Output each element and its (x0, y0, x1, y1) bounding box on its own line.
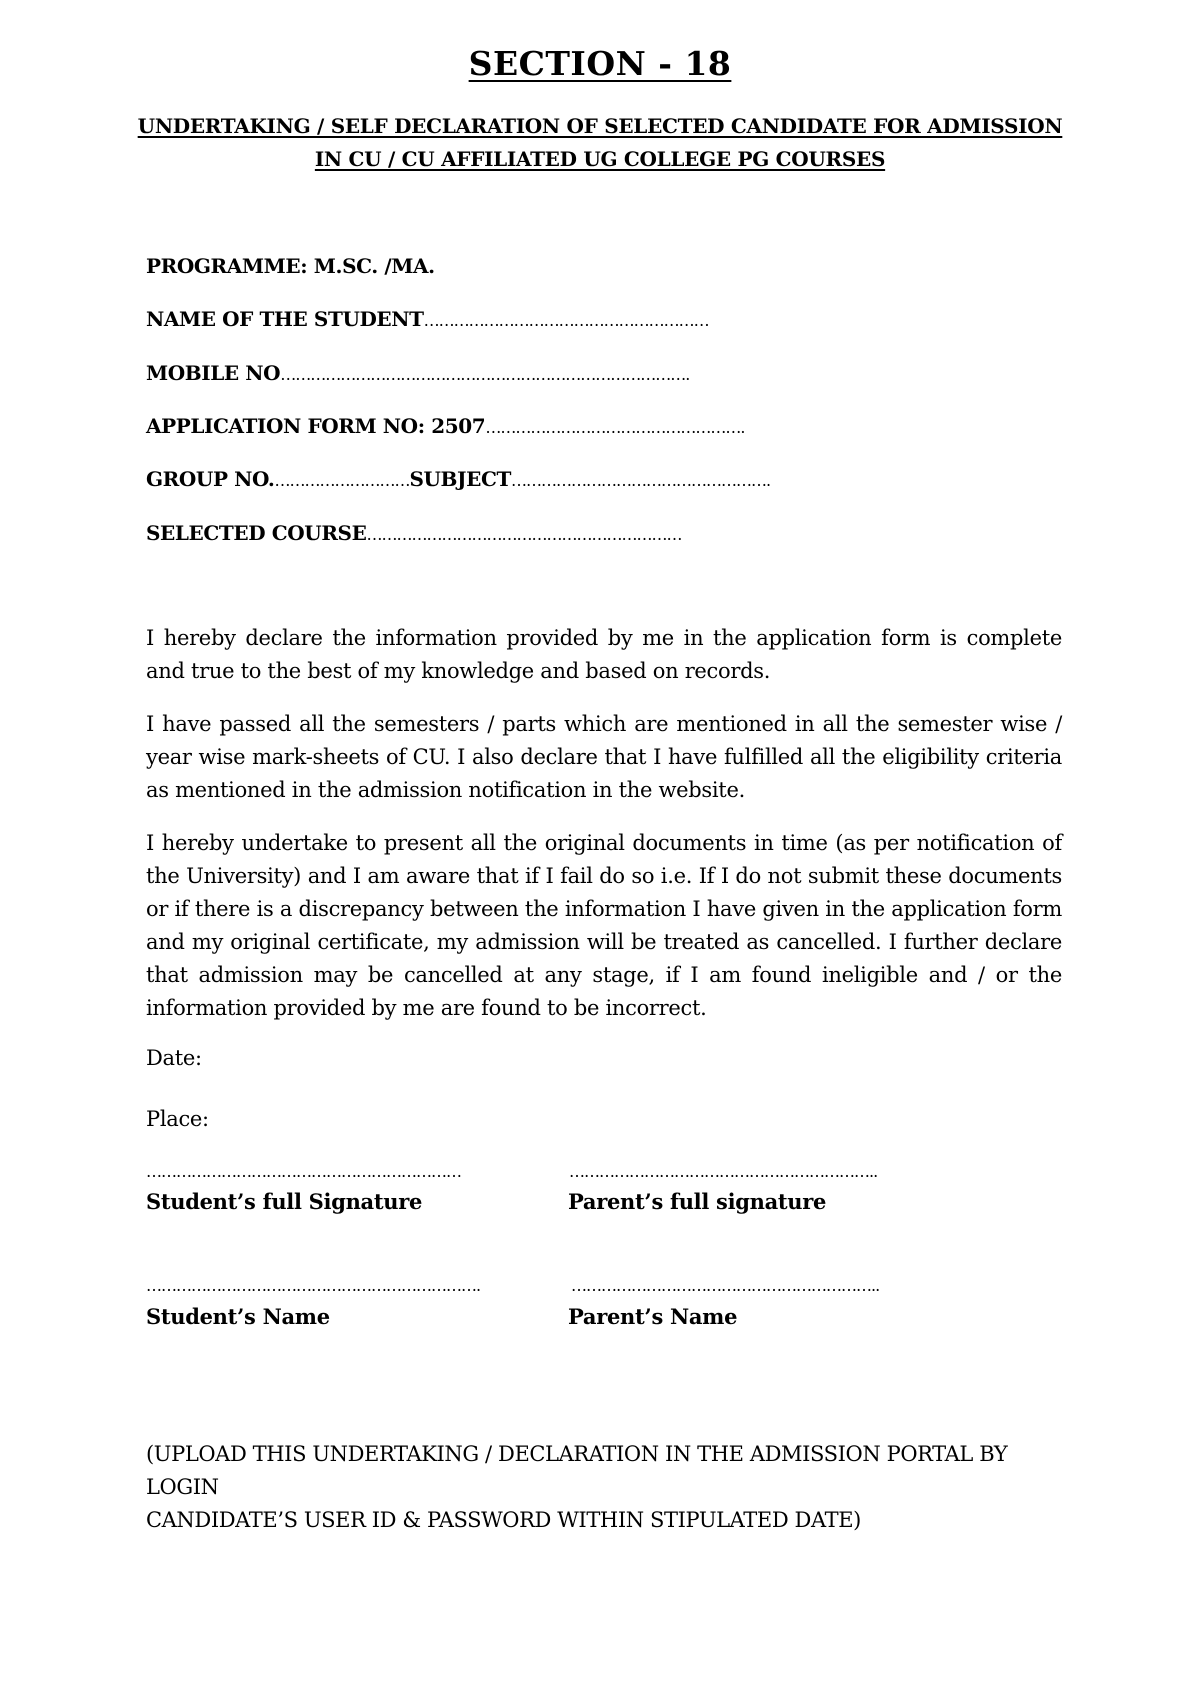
declaration-paragraph-2: I have passed all the semesters / parts which are mentioned in all the semester wise / year wise mark-sheets of CU. I also declare that I have fulfilled all the eligibility criteria as mentioned in the admission notification in the website. (146, 712, 1062, 802)
application-form-label: APPLICATION FORM NO: 2507 (146, 414, 486, 438)
selected-course-dots: ……………………………………………………… (366, 525, 682, 544)
student-signature-label: Student’s full Signature (146, 1189, 423, 1214)
upload-instruction-line-1: (UPLOAD THIS UNDERTAKING / DECLARATION IN THE ADMISSION PORTAL BY LOGIN (146, 1442, 1008, 1499)
place-label: Place: (146, 1107, 209, 1131)
subject-dots: ……………………………………………. (510, 471, 771, 490)
date-label: Date: (146, 1046, 202, 1070)
declaration-paragraph-1: I hereby declare the information provided by me in the application form is complete and true to the best of my knowledge and based on records. (146, 626, 1062, 683)
mobile-label: MOBILE NO (146, 361, 281, 385)
parent-name-line: …………………………………………………….. (571, 1276, 880, 1295)
upload-instruction-line-2: CANDIDATE’S USER ID & PASSWORD WITHIN STIPULATED DATE) (146, 1508, 861, 1532)
selected-course-field (146, 521, 681, 545)
selected-course-label: SELECTED COURSE (146, 521, 367, 545)
subtitle-line-2: IN CU / CU AFFILIATED UG COLLEGE PG COURSES (314, 147, 886, 171)
student-name-label: NAME OF THE STUDENT (146, 307, 424, 331)
group-label: GROUP NO. (146, 467, 275, 491)
upload-instruction (146, 1438, 1076, 1537)
subject-label: SUBJECT (409, 467, 511, 491)
student-name-field (146, 307, 709, 331)
section-title: SECTION - 18 (468, 44, 732, 83)
parent-signature-label: Parent’s full signature (568, 1189, 827, 1214)
programme-field: PROGRAMME: M.SC. /MA. (146, 254, 435, 278)
application-form-field (146, 414, 744, 438)
subtitle-line-1: UNDERTAKING / SELF DECLARATION OF SELECTED CANDIDATE FOR ADMISSION (137, 114, 1063, 138)
declaration-paragraph-3: I hereby undertake to present all the original documents in time (as per notification of the University) and I am aware that if I fail do so i.e. If I do not submit these documents or if there is a discrepancy between the information I have given in the application form and my original certificate, my admission will be treated as cancelled. I further declare that admission may be cancelled at any stage, if I am found ineligible and / or the information provided by me are found to be incorrect. (146, 831, 1062, 1020)
mobile-field (146, 361, 689, 385)
student-name-dots: ………………………………………………… (423, 311, 709, 330)
student-signature-line: ……………………………………………………… (146, 1162, 461, 1181)
student-name-line: …………………………………………………………. (146, 1276, 481, 1295)
group-dots: ……………………… (274, 471, 410, 490)
parent-name-signoff-label: Parent’s Name (568, 1304, 738, 1329)
mobile-dots: ………………………………………………………………………. (280, 365, 690, 384)
student-name-signoff-label: Student’s Name (146, 1304, 330, 1329)
application-form-dots: ……………………………………………. (485, 418, 745, 437)
parent-signature-line: …………………………………………………….. (569, 1162, 878, 1181)
group-subject-field (146, 467, 770, 491)
